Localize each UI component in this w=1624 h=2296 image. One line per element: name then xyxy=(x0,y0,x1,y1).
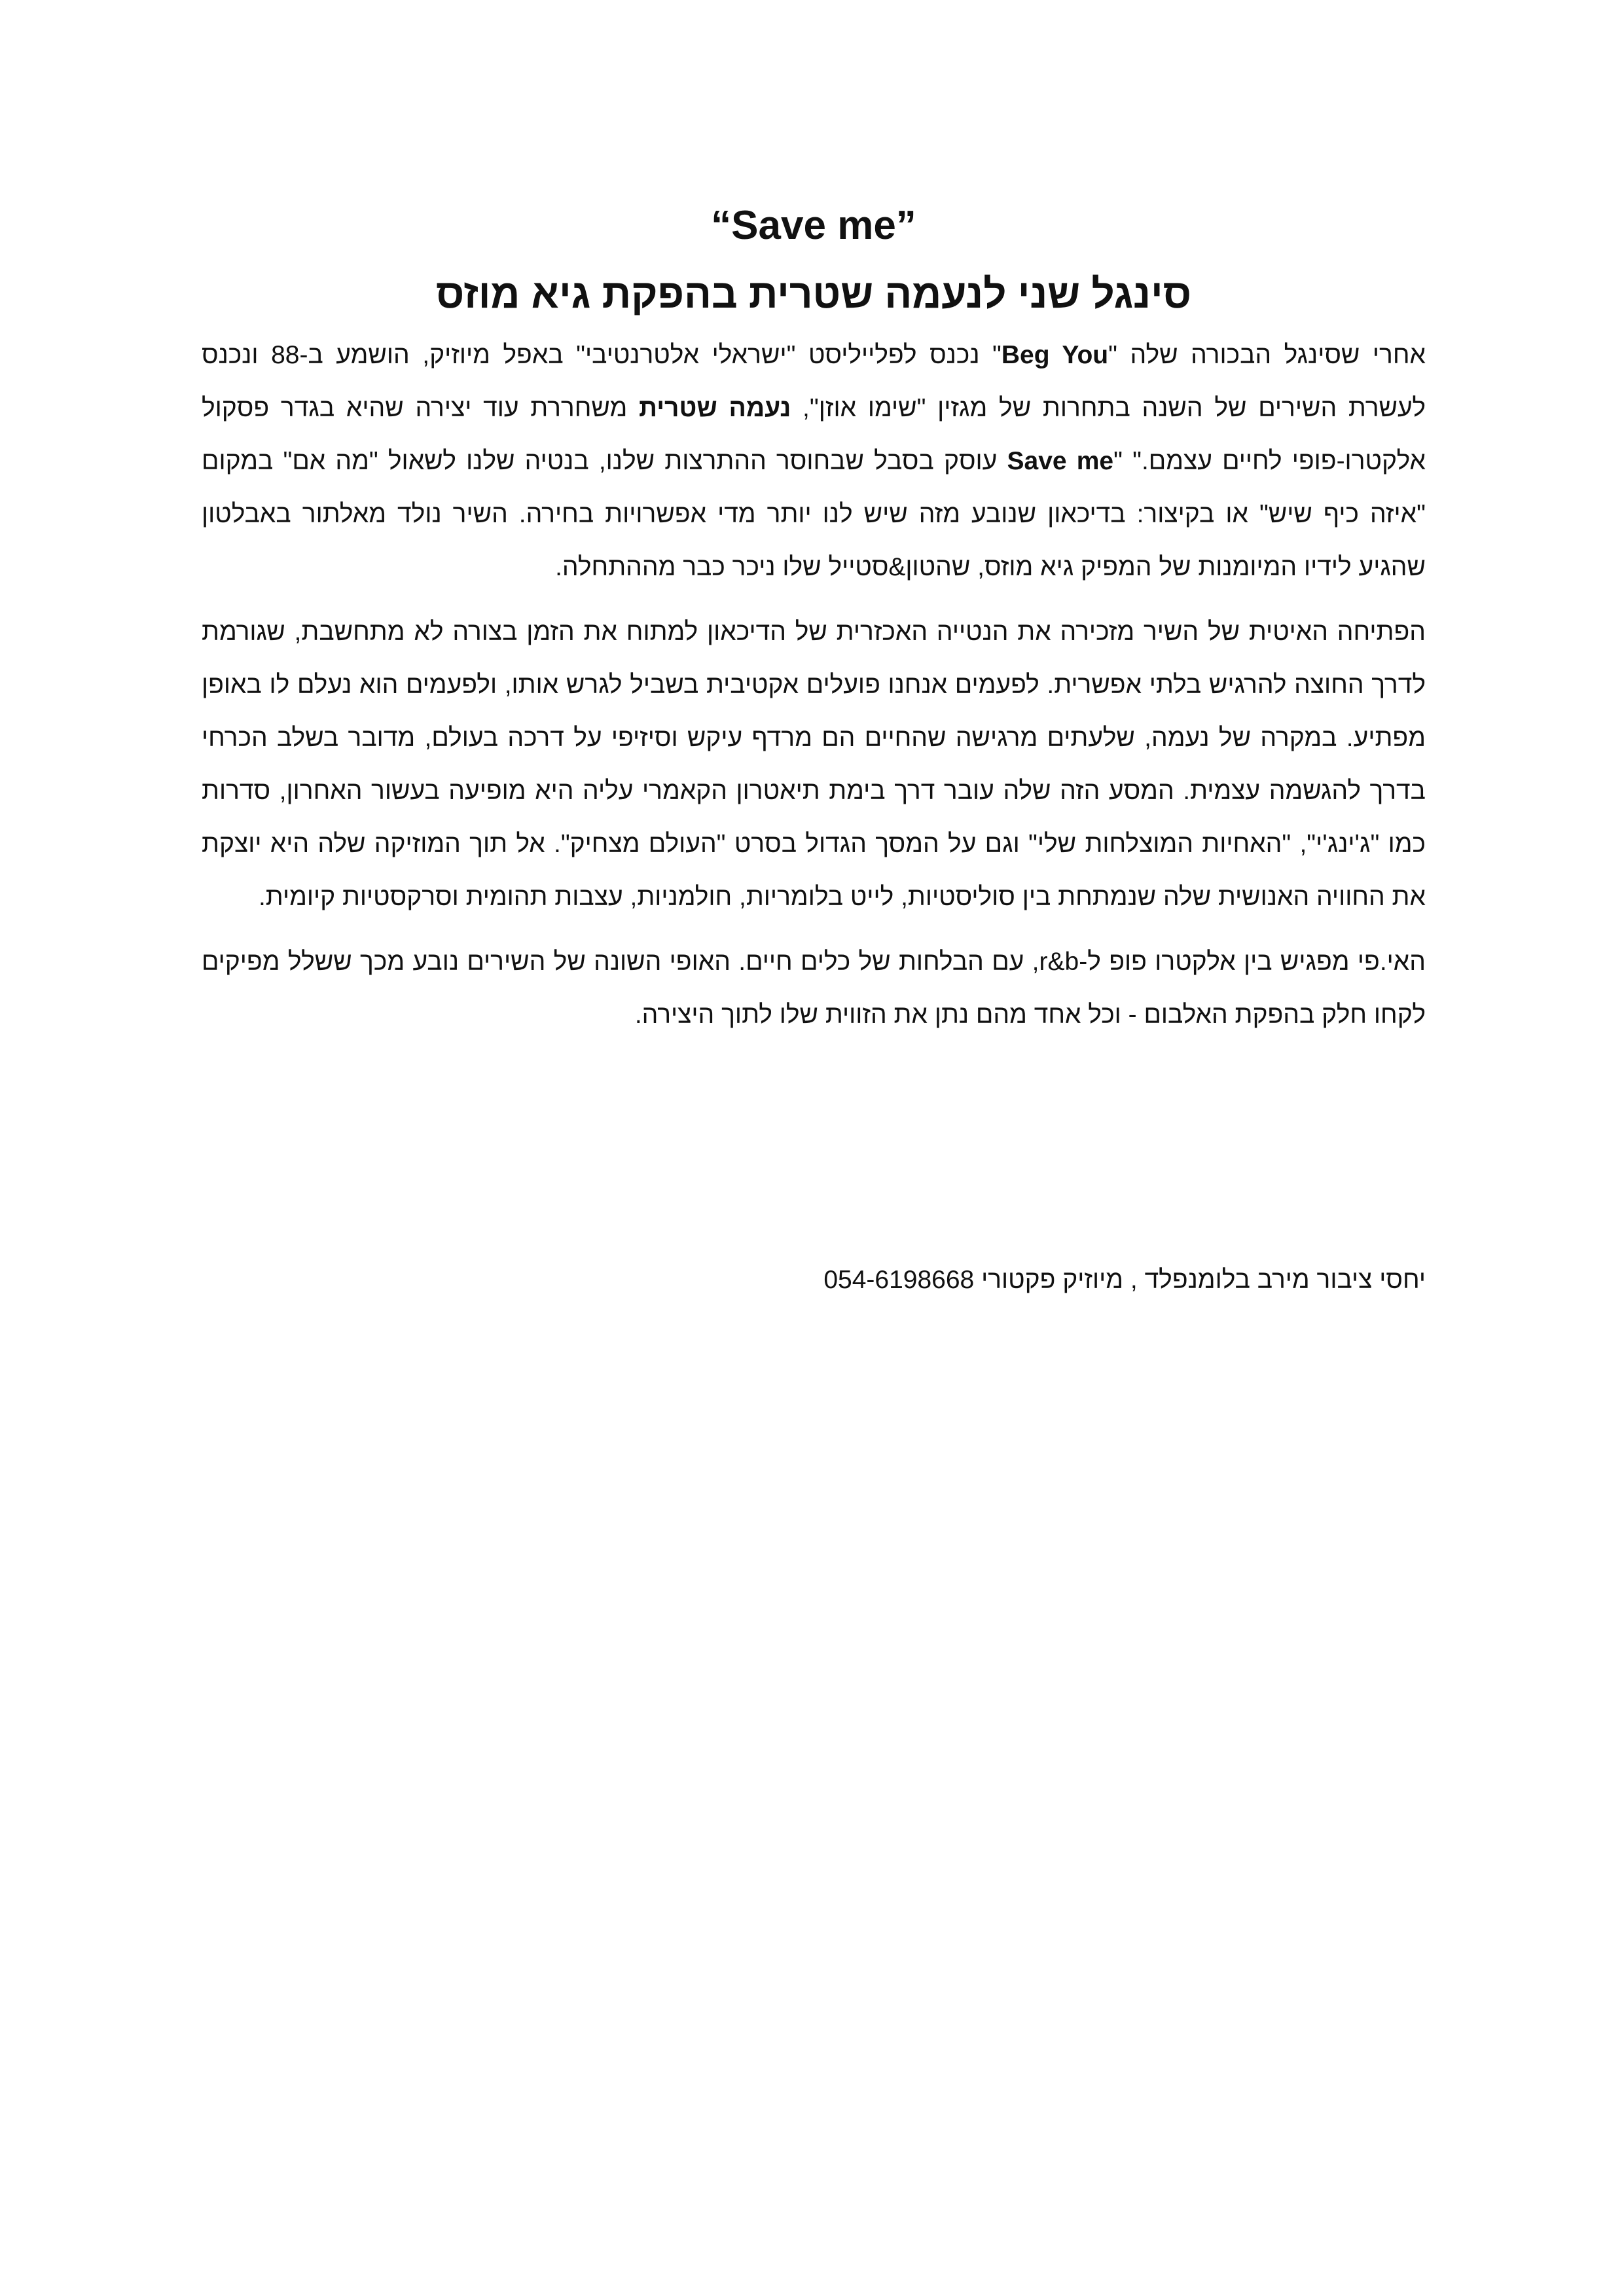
artist-name: נעמה שטרית xyxy=(639,394,791,422)
paragraph-intro-text-4: עוסק בסבל שבחוסר ההתרצות שלנו, בנטיה שלנו לשאול "מה אם" במקום "איזה כיף שיש" או בקיצור: בדיכאון שנובע מזה שיש לנו יותר מדי אפשרויות בחירה. השיר נולד מאלתור באבלטון שהגיע לידיו המיומנות של המפיק גיא מוזס, שהטון&סטייל שלו ניכר כבר מההתחלה. xyxy=(202,447,1426,581)
song-title: “Save me” xyxy=(711,203,916,248)
paragraph-intro-text-2: " נכנס לפלייליסט "ישראלי אלטרנטיבי" באפל מיוזיק, הושמע ב-88 ונכנס לעשרת השירים של השנה בתחרות של מגזין "שימו אוזן", xyxy=(202,341,1426,422)
paragraph-story: הפתיחה האיטית של השיר מזכירה את הנטייה האכזרית של הדיכאון למתוח את הזמן בצורה לא מתחשבת, שגורמת לדרך החוצה להרגיש בלתי אפשרית. לפעמים אנחנו פועלים אקטיבית בשביל לגרש אותו, ולפעמים הוא נעלם לו באופן מפתיע. במקרה של נעמה, שלעתים מרגישה שהחיים הם מרדף עיקש וסיזיפי על דרכה בעולם, מדובר בשלב הכרחי בדרך להגשמה עצמית. המסע הזה שלה עובר דרך בימת תיאטרון הקאמרי עליה היא מופיעה בעשור האחרון, סדרות כמו "ג'ינג'י", "האחיות המוצלחות שלי" וגם על המסך הגדול בסרט "העולם מצחיק". אל תוך המוזיקה שלה היא יוצקת את החוויה האנושית שלה שנמתחת בין סוליסטיות, לייט בלומריות, חולמניות, עצבות תהומית וסרקסטיות קיומית. xyxy=(202,618,1426,911)
paragraph-intro-text-3: משחררת עוד יצירה שהיא בגדר פסקול אלקטרו-פופי לחיים עצמם." " xyxy=(202,394,1426,475)
paragraph-intro-text-1: אחרי שסינגל הבכורה שלה " xyxy=(1108,341,1426,369)
song-name-beg-you: Beg You xyxy=(1001,341,1109,369)
press-release-content xyxy=(202,193,1426,1294)
headline: סינגל שני לנעמה שטרית בהפקת גיא מוזס xyxy=(436,272,1191,317)
paragraph-ep: האי.פי מפגיש בין אלקטרו פופ ל-r&b, עם הבלחות של כלים חיים. האופי השונה של השירים נובע מכך ששלל מפיקים לקחו חלק בהפקת האלבום - וכל אחד מהם נתן את הזווית שלו לתוך היצירה. xyxy=(202,948,1426,1029)
pr-contact-line: יחסי ציבור מירב בלומנפלד , מיוזיק פקטורי 054-6198668 xyxy=(823,1266,1426,1294)
song-name-save-me: Save me xyxy=(1007,447,1114,475)
paragraph-intro xyxy=(202,329,1426,594)
